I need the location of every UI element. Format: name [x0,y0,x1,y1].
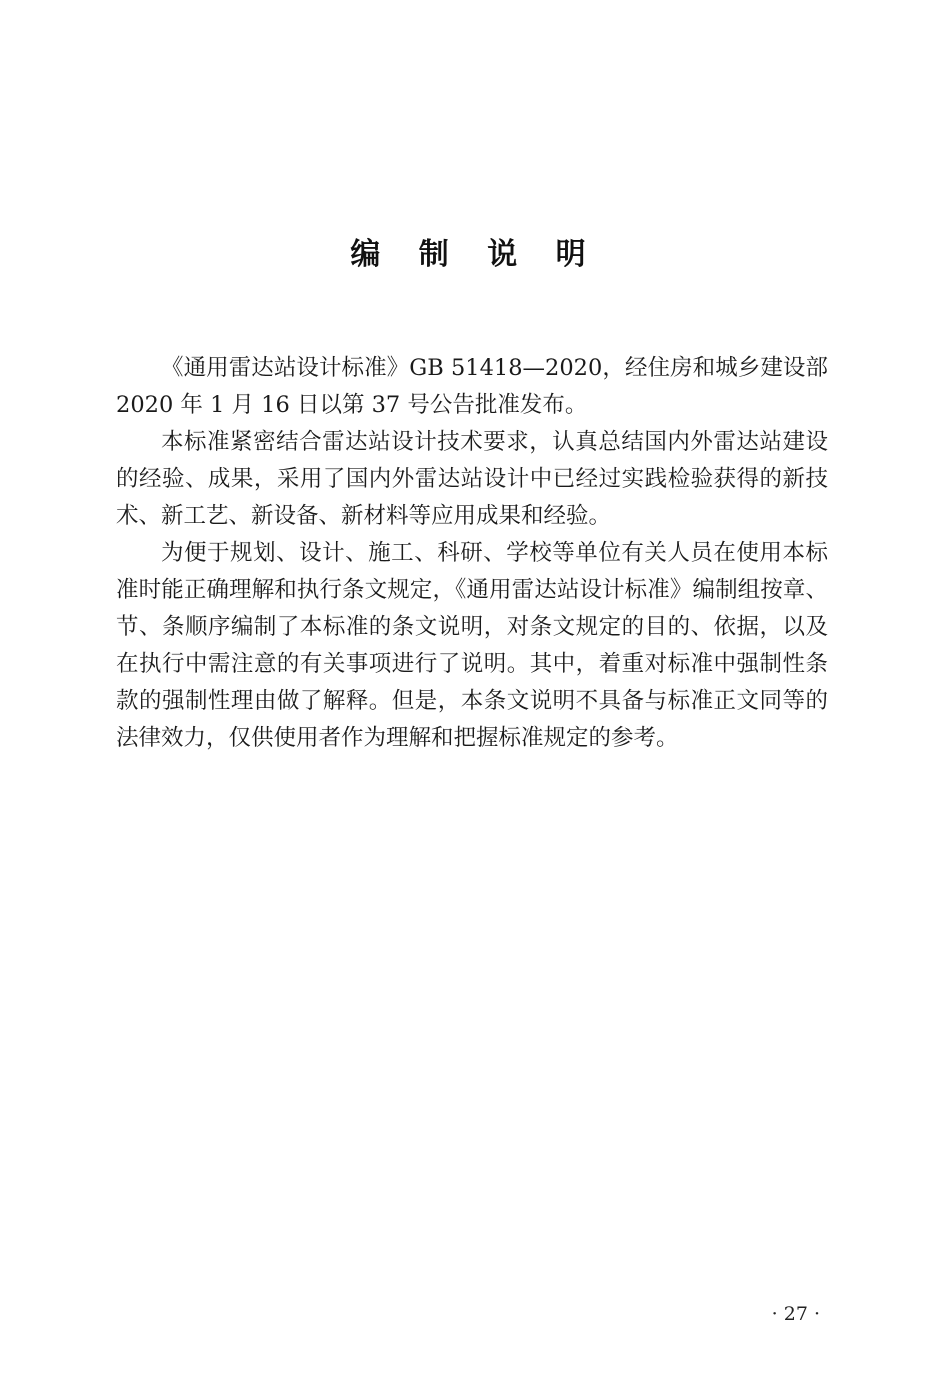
body-text [116,350,828,757]
paragraph-1: 《通用雷达站设计标准》GB 51418—2020，经住房和城乡建设部 2020 年 1 月 16 日以第 37 号公告批准发布。 [116,355,828,418]
paragraph-3: 为便于规划、设计、施工、科研、学校等单位有关人员在使用本标准时能正确理解和执行条文规定，《通用雷达站设计标准》编制组按章、节、条顺序编制了本标准的条文说明，对条文规定的目的、依据，以及在执行中需注意的有关事项进行了说明。其中，着重对标准中强制性条款的强制性理由做了解释。但是，本条文说明不具备与标准正文同等的法律效力，仅供使用者作为理解和把握标准规定的参考。 [116,540,828,751]
page-title: 编 制 说 明 [350,237,600,272]
page-number: · 27 · [771,1303,820,1325]
paragraph-2: 本标准紧密结合雷达站设计技术要求，认真总结国内外雷达站建设的经验、成果，采用了国内外雷达站设计中已经过实践检验获得的新技术、新工艺、新设备、新材料等应用成果和经验。 [116,429,828,529]
